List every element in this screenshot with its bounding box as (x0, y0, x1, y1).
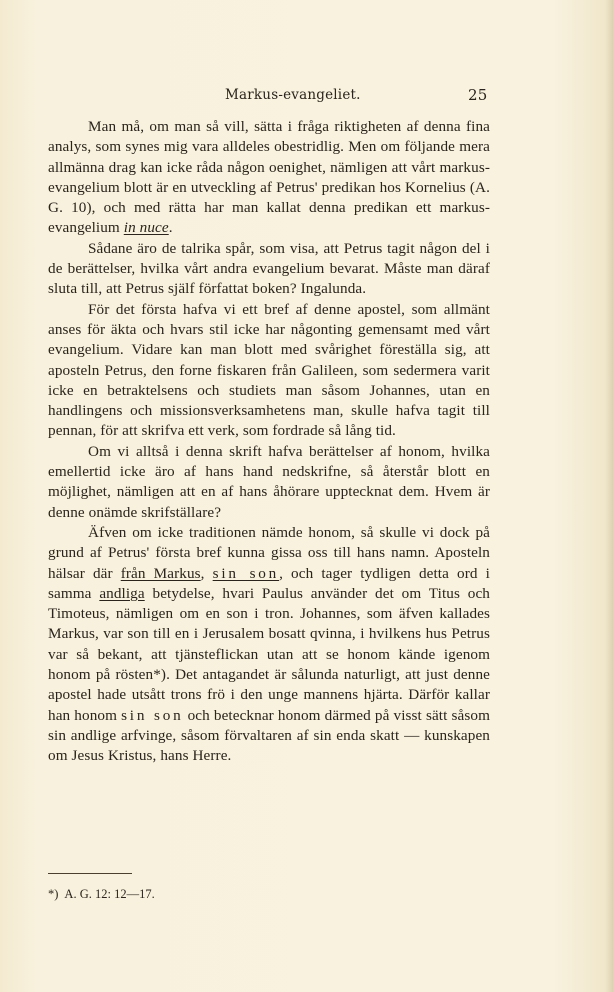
in-nuce-phrase: in nuce (123, 219, 169, 237)
footnote-mark: *) (48, 887, 59, 901)
sin-son-phrase: sin son (212, 564, 280, 582)
p5-text-b: , (200, 564, 213, 582)
p5-text-f: och betecknar honom därmed på visst sätt såsom sin andlige arfvinge, såsom förvaltaren af sin enda skatt — kunskapen om Jesus Kristus, hans Herre. (48, 706, 490, 765)
page-number: 25 (468, 86, 488, 104)
paragraph-2: Sådane äro de talrika spår, som visa, att Petrus tagit någon del i de berättelser, hvilka vårt andra evangelium bevarat. Måste man däraf sluta till, att Petrus själf författat boken? Ingalunda. (48, 239, 490, 298)
p5-text-a: Äfven om icke traditionen nämde honom, så skulle vi dock på grund af Petrus' första bref kunna gissa oss till hans namn. Aposteln hälsar där (48, 523, 490, 582)
footnote-reference: *) (153, 666, 167, 684)
body-text (48, 117, 490, 767)
p1-text: Man må, om man så vill, sätta i fråga riktigheten af denna fina analys, som synes mig vara alldeles obestridlig. Men om följande mera allmänna drag kan icke råda någon oenighet, nämligen att vårt markus-evangelium blott är en utveckling af Petrus' predikan hos Kornelius (A. G. 10), och med rätta har man kallat denna predikan ett markus-evangelium (48, 118, 490, 237)
footnote-rule (48, 873, 132, 874)
p5-text-e: . Det antagandet är sålunda naturligt, att just denne apostel hade utsått trons frö i den unge mannens hjärta. Därför kallar han honom (48, 666, 491, 724)
paragraph-4: Om vi alltså i denna skrift hafva berättelser af honom, hvilka emellertid icke äro af hans hand nedskrifne, så återstår blott en möjlighet, nämligen att en af hans åhörare upptecknat dem. Hvem är denne onämde skrifställare? (48, 442, 490, 521)
footnote (48, 886, 155, 902)
running-title: Markus-evangeliet. (225, 87, 361, 103)
page-edge-shadow (605, 0, 613, 992)
sin-son-phrase-2: sin son (121, 706, 184, 724)
fran-markus-phrase: från Markus (120, 564, 201, 582)
paragraph-1 (48, 117, 490, 239)
paragraph-3: För det första hafva vi ett bref af denne apostel, som allmänt anses för äkta och hvars stil icke har någonting gemensamt med vårt evangelium. Vidare kan man blott med svårighet föreställa sig, att aposteln Petrus, den forne fiskaren från Galileen, som sedermera varit icke en betraktelsens och studiets man såsom Johannes, utan en handlingens och missionsverksamhetens man, skulle hafva tagit till pennan, för att skrifva ett verk, som fordrade så lång tid. (48, 300, 490, 440)
p1-end: . (168, 219, 173, 237)
p5-text-c: , och tager tydligen detta ord i samma (48, 564, 490, 602)
andliga-word: andliga (99, 584, 145, 602)
p5-text-d: betydelse, hvari Paulus använder det om Titus och Timoteus, nämligen om en son i tron. Johannes, som äfven kallades Markus, var son till en i Jerusalem bosatt qvinna, i hvilkens hus Petrus var så bekant, att tjänsteflickan utan att se honom kände igenom honom på rösten (48, 584, 490, 684)
paragraph-5 (48, 523, 490, 767)
footnote-text: A. G. 12: 12—17. (64, 887, 155, 901)
